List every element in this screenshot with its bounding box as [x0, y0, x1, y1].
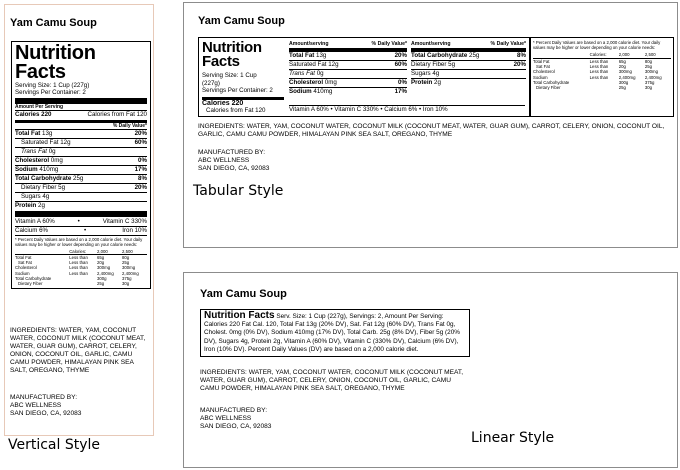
- tabular-left-nutrient: [289, 61, 339, 69]
- tabular-left-row: [289, 87, 407, 96]
- vertical-calories-fat: Calories from Fat 120: [87, 110, 147, 118]
- tabular-right-nutrient-pct: 20%: [513, 61, 526, 69]
- vertical-nutrient-amount: 2g: [36, 202, 45, 210]
- tabular-left-nutrient-name: Total Fat: [289, 52, 315, 59]
- dv-table-row: [533, 69, 671, 74]
- vertical-nutrient-amount: 13g: [40, 130, 53, 138]
- tabular-left-rows: [289, 51, 407, 96]
- vertical-vitamin-a: Vitamin A 60%: [15, 218, 55, 226]
- linear-nutrition-text: [204, 312, 466, 354]
- dv-table-cell: 2,400mg: [97, 270, 114, 276]
- tabular-left-row: [289, 78, 407, 87]
- tabular-left-row: [289, 69, 407, 78]
- vertical-row: [15, 201, 147, 210]
- caption-vertical: Vertical Style: [8, 437, 101, 453]
- vertical-product-title: Yam Camu Soup: [10, 17, 97, 29]
- vertical-calories-row: [15, 110, 147, 119]
- vertical-nutrient: [21, 184, 65, 192]
- vertical-row: [15, 129, 147, 138]
- dv-table-cell: 300mg: [121, 265, 136, 271]
- tabular-mfg-label: MANUFACTURED BY:: [198, 149, 266, 156]
- vertical-nutrient-name: Total Fat: [15, 130, 41, 138]
- tabular-mid-col: [289, 41, 407, 96]
- vertical-nutrient-pct: 20%: [134, 184, 147, 192]
- dv-table-cell: 2,000: [97, 248, 108, 254]
- vertical-vitamin-row-1: [15, 218, 147, 226]
- tabular-left-nutrient: [289, 79, 337, 87]
- dv-table-cell: 65g: [618, 58, 626, 64]
- vertical-nutrient-pct: 0%: [138, 157, 147, 165]
- tabular-mfg-name: ABC WELLNESS: [198, 157, 250, 164]
- dv-table-cell: Dietary Fiber: [18, 281, 43, 287]
- tabular-right-rows: [411, 51, 526, 87]
- caption-linear: Linear Style: [471, 430, 555, 446]
- dv-table-cell: [590, 85, 619, 90]
- vertical-thick-bar: [15, 98, 147, 104]
- vertical-nutrient-name: Sugars: [21, 193, 41, 201]
- dv-table-cell: Total Carbohydrate: [533, 79, 570, 85]
- tabular-left-nutrient-name: Sodium: [289, 88, 312, 96]
- dv-table-cell: 30g: [121, 281, 130, 287]
- tabular-left-nutrient-name: Cholesterol: [289, 79, 324, 87]
- vertical-nutrient-amount: 410mg: [37, 166, 59, 174]
- tabular-right-nutrient-amount: 4g: [430, 70, 440, 78]
- dv-table-cell: Total Carbohydrate: [15, 275, 52, 281]
- tabular-left-nutrient-pct: 0%: [398, 79, 407, 87]
- dv-table-cell: 25g: [644, 64, 653, 69]
- vertical-mfg-name: ABC WELLNESS: [10, 402, 62, 409]
- vertical-ingredients: INGREDIENTS: WATER, YAM, COCONUT WATER, COCONUT MILK (COCONUT MEAT, WATER, GUAR GUM), CARROT, CELERY, ONION, COCONUT OIL, GARLIC, CAMU CAMU POWDER, HIMALAYAN PINK SEA SALT, OREGANO, THYME: [10, 327, 146, 374]
- dv-table-row: [15, 265, 147, 270]
- dv-table-row: [533, 85, 671, 90]
- tabular-serving-size: Serving Size: 1 Cup (227g): [202, 72, 257, 87]
- tabular-right-col: [411, 41, 526, 87]
- dv-table-cell: Cholesterol: [533, 69, 555, 75]
- vertical-nutrient-name: Sodium: [15, 166, 38, 174]
- tabular-right-nutrient-name: Total Carbohydrate: [411, 52, 468, 59]
- tabular-right-row: [411, 78, 526, 87]
- tabular-footnote-box: [530, 37, 674, 117]
- tabular-left-nutrient-amount: 13g: [314, 52, 327, 59]
- linear-mfg-city: SAN DIEGO, CA, 92083: [200, 423, 272, 430]
- tabular-right-nutrient-name: Dietary Fiber: [411, 61, 447, 69]
- tabular-calories: Calories 220: [202, 97, 284, 108]
- dv-table-cell: Less than: [69, 265, 88, 271]
- dv-table-cell: Less than: [589, 58, 609, 64]
- vertical-row: [15, 183, 147, 192]
- tabular-left-nutrient-amount: 0mg: [323, 79, 337, 87]
- tabular-left-row: [289, 51, 407, 60]
- tabular-right-nutrient-amount: 25g: [467, 52, 480, 59]
- tabular-right-nutrient-amount: 5g: [446, 61, 456, 69]
- vertical-nutrient-pct: 8%: [138, 175, 147, 183]
- dv-table-cell: Less than: [69, 260, 88, 266]
- vertical-nutrient-amount: 25g: [71, 175, 84, 183]
- dv-table-cell: 300mg: [644, 69, 658, 75]
- vertical-nutrient-amount: 0mg: [49, 157, 63, 165]
- vertical-nutrient-pct: 60%: [134, 139, 147, 147]
- linear-manufacturer: [200, 407, 271, 431]
- vertical-nutrient: [15, 202, 45, 210]
- vertical-calcium: Calcium 6%: [15, 227, 49, 235]
- vertical-nutrient-pct: 17%: [134, 166, 147, 174]
- tabular-mid-amount-head: Amount/serving: [289, 41, 329, 47]
- tabular-right-nutrient-name: Sugars: [411, 70, 431, 78]
- tabular-right-row: [411, 51, 526, 60]
- vertical-nutrient-name: Cholesterol: [15, 157, 50, 165]
- dv-table-cell: Less than: [69, 254, 88, 260]
- vertical-row: [15, 165, 147, 174]
- tabular-product-title: Yam Camu Soup: [198, 15, 285, 27]
- vertical-vitamin-row-2: [15, 226, 147, 235]
- bullet-1: •: [77, 218, 80, 226]
- bullet-2: •: [84, 227, 87, 235]
- dv-table-cell: 25g: [97, 281, 105, 287]
- dv-table-cell: 20g: [618, 64, 626, 69]
- tabular-right-pct-head: % Daily Value*: [490, 41, 526, 47]
- dv-table-cell: 375g: [644, 79, 655, 85]
- vertical-nutrient-pct: 20%: [134, 130, 147, 138]
- tabular-left-nutrient: [289, 70, 324, 78]
- vertical-manufacturer: [10, 394, 81, 418]
- vertical-nutrient-name: Trans Fat: [21, 148, 48, 156]
- vertical-nutrient: [15, 157, 63, 165]
- linear-nf-title: Nutrition Facts: [204, 310, 275, 321]
- tabular-left-nutrient-pct: 17%: [394, 88, 407, 96]
- dv-table-cell: 20g: [97, 260, 105, 266]
- caption-tabular: Tabular Style: [193, 183, 284, 199]
- tabular-left-nutrient-pct: 60%: [394, 61, 407, 69]
- dv-table-cell: 300mg: [618, 69, 632, 75]
- tabular-left-nutrient-name: Trans Fat: [289, 70, 316, 78]
- dv-table-cell: Calories:: [589, 52, 607, 58]
- vertical-iron: Iron 10%: [122, 227, 147, 235]
- tabular-left-nutrient: [289, 52, 326, 60]
- vertical-nutrient: [21, 193, 49, 201]
- dv-table-cell: 300g: [618, 79, 629, 85]
- tabular-label-panel: [183, 2, 678, 248]
- dv-table-cell: Total Fat: [533, 58, 550, 64]
- linear-ingredients: INGREDIENTS: WATER, YAM, COCONUT WATER, COCONUT MILK (COCONUT MEAT, WATER, GUAR GUM), CARROT, CELERY, ONION, COCONUT OIL, GARLIC, CAMU CAMU POWDER, HIMALAYAN PINK SEA SALT, OREGANO, THYME: [200, 369, 464, 392]
- dv-table-cell: 80g: [644, 58, 653, 64]
- vertical-nutrient-name: Protein: [15, 202, 37, 210]
- tabular-vitamins: Vitamin A 60% • Vitamin C 330% • Calcium 6% • Iron 10%: [289, 105, 525, 114]
- tabular-left-nutrient-amount: 0g: [315, 70, 324, 78]
- tabular-right-nutrient: [411, 52, 479, 60]
- vertical-dv-table: [15, 249, 147, 287]
- dv-table-cell: Less than: [589, 74, 609, 80]
- linear-mfg-name: ABC WELLNESS: [200, 415, 252, 422]
- linear-nf-body: Serv. Size: 1 Cup (227g), Servings: 2, Amount Per Serving: Calories 220 Fat Cal. 120, Total Fat 13g (20% DV), Sat. Fat 12g (60% DV), Trans Fat 0g, Cholest. 0mg (0% DV), Sodium 410mg (17% DV), Total Carb. 25g (8% DV), Fiber 5g (20% DV), Sugars 4g, Protein 2g, Vitamin A (60% DV), Vitamin C (330% DV), Calcium (6% DV), Iron (10% DV). Percent Daily Values (DV) are based on a 2,000 calorie diet.: [204, 313, 460, 353]
- dv-table-cell: 2,400mg: [644, 74, 662, 80]
- dv-table-row: [15, 281, 147, 286]
- tabular-servings: Servings Per Container: 2: [202, 87, 273, 95]
- vertical-nutrient-rows: [15, 129, 147, 210]
- vertical-nutrient-amount: 5g: [56, 184, 66, 192]
- dv-table-cell: Less than: [589, 69, 609, 75]
- vertical-nutrient-amount: 4g: [40, 193, 50, 201]
- vertical-servings-per-container: Servings Per Container: 2: [15, 89, 86, 97]
- linear-label-panel: [183, 272, 678, 468]
- dv-table-cell: 65g: [97, 254, 105, 260]
- dv-table-cell: 375g: [121, 275, 132, 281]
- vertical-nutrient: [15, 130, 52, 138]
- tabular-right-nutrient: [411, 61, 455, 69]
- vertical-label-panel: [4, 4, 154, 436]
- tabular-ingredients: INGREDIENTS: WATER, YAM, COCONUT WATER, COCONUT MILK (COCONUT MEAT, WATER, GUAR GUM), CARROT, CELERY, ONION, COCONUT OIL, GARLIC, CAMU CAMU POWDER, HIMALAYAN PINK SEA SALT, OREGANO, THYME: [198, 123, 665, 138]
- tabular-right-nutrient: [411, 70, 439, 78]
- vertical-serving-size: Serving Size: 1 Cup (227g): [15, 81, 90, 89]
- dv-table-cell: 2,500: [644, 52, 656, 58]
- tabular-mid-head: [289, 41, 407, 51]
- dv-table-cell: Sodium: [15, 270, 30, 276]
- tabular-left-nutrient-amount: 12g: [326, 61, 339, 69]
- vertical-row: [15, 156, 147, 165]
- vertical-amount-per-serving: Amount Per Serving: [15, 103, 64, 110]
- tabular-mid-pct-head: % Daily Value*: [371, 41, 407, 47]
- vertical-row: [15, 138, 147, 147]
- vertical-nutrient-amount: 12g: [58, 139, 71, 147]
- vertical-nutrient: [15, 166, 58, 174]
- dv-table-cell: 2,500: [121, 248, 133, 254]
- vertical-calories: Calories 220: [15, 110, 52, 118]
- dv-table-cell: Dietary Fiber: [536, 85, 561, 91]
- vertical-nutrient-name: Dietary Fiber: [21, 184, 57, 192]
- dv-table-cell: 25g: [618, 85, 626, 91]
- vertical-row: [15, 174, 147, 183]
- vertical-nutrient: [21, 139, 71, 147]
- dv-table-cell: 300g: [97, 275, 107, 281]
- tabular-nf-title: Nutrition Facts: [202, 39, 262, 70]
- tabular-left-nutrient-name: Saturated Fat: [289, 61, 327, 69]
- vertical-vitamin-c: Vitamin C 330%: [102, 218, 147, 226]
- tabular-manufacturer: [198, 149, 269, 173]
- tabular-footnote: * Percent Daily Values are based on a 2,000 calorie diet. Your daily values may be higher or lower depending on your calorie needs:: [533, 40, 661, 51]
- vertical-mfg-label: MANUFACTURED BY:: [10, 394, 78, 401]
- dv-table-cell: Total Fat: [15, 254, 32, 260]
- dv-table-cell: Less than: [69, 270, 88, 276]
- linear-nutrition-box: [200, 309, 470, 357]
- tabular-right-nutrient-amount: 2g: [432, 79, 441, 87]
- dv-table-cell: Cholesterol: [15, 265, 37, 271]
- vertical-nutrient: [21, 148, 56, 156]
- tabular-left-nutrient-pct: 20%: [394, 52, 407, 59]
- tabular-right-head: [411, 41, 526, 51]
- tabular-calories-fat: Calories from Fat 120: [206, 107, 266, 115]
- vertical-thick-bar-2: [15, 211, 147, 217]
- vertical-nutrient-name: Saturated Fat: [21, 139, 59, 147]
- tabular-nutrition-box: [198, 37, 530, 117]
- vertical-dv-head: % Daily Value*: [112, 122, 147, 129]
- dv-table-cell: Sodium: [533, 74, 548, 80]
- dv-table-cell: 30g: [644, 85, 653, 91]
- linear-mfg-label: MANUFACTURED BY:: [200, 407, 268, 414]
- tabular-right-row: [411, 60, 526, 69]
- dv-table-cell: 80g: [121, 254, 130, 260]
- tabular-right-nutrient-pct: 8%: [517, 52, 526, 59]
- tabular-left-row: [289, 60, 407, 69]
- tabular-right-nutrient-name: Protein: [411, 79, 433, 87]
- dv-table-cell: 2,400mg: [121, 270, 139, 276]
- vertical-row: [15, 192, 147, 201]
- tabular-right-nutrient: [411, 79, 441, 87]
- vertical-row: [15, 147, 147, 156]
- dv-table-cell: Sat Fat: [18, 260, 32, 266]
- vertical-nutrient: [15, 175, 83, 183]
- tabular-left-nutrient-amount: 410mg: [311, 88, 333, 96]
- dv-table-cell: 2,000: [618, 52, 630, 58]
- tabular-dv-table: [533, 52, 671, 90]
- dv-table-cell: Calories:: [69, 248, 87, 254]
- dv-table-cell: 2,400mg: [618, 74, 636, 80]
- dv-table-cell: Less than: [589, 64, 609, 69]
- vertical-nf-title: Nutrition Facts: [15, 41, 96, 83]
- tabular-left-nutrient: [289, 88, 332, 96]
- tabular-right-row: [411, 69, 526, 78]
- dv-table-cell: [69, 281, 97, 286]
- dv-table-cell: 25g: [121, 260, 130, 266]
- vertical-footnote: * Percent Daily Values are based on a 2,000 calorie diet. Your daily values may be higher or lower depending on your calorie needs:: [15, 235, 147, 247]
- tabular-mfg-city: SAN DIEGO, CA, 92083: [198, 165, 270, 172]
- tabular-right-amount-head: Amount/serving: [411, 41, 451, 47]
- vertical-nutrition-box: [11, 41, 151, 289]
- dv-table-cell: 300mg: [97, 265, 111, 271]
- vertical-mfg-city: SAN DIEGO, CA, 92083: [10, 410, 82, 417]
- vertical-nutrient-amount: 0g: [47, 148, 56, 156]
- dv-table-cell: Sat Fat: [536, 64, 550, 69]
- tabular-left-col: [202, 41, 284, 115]
- vertical-nutrient-name: Total Carbohydrate: [15, 175, 72, 183]
- linear-product-title: Yam Camu Soup: [200, 288, 287, 300]
